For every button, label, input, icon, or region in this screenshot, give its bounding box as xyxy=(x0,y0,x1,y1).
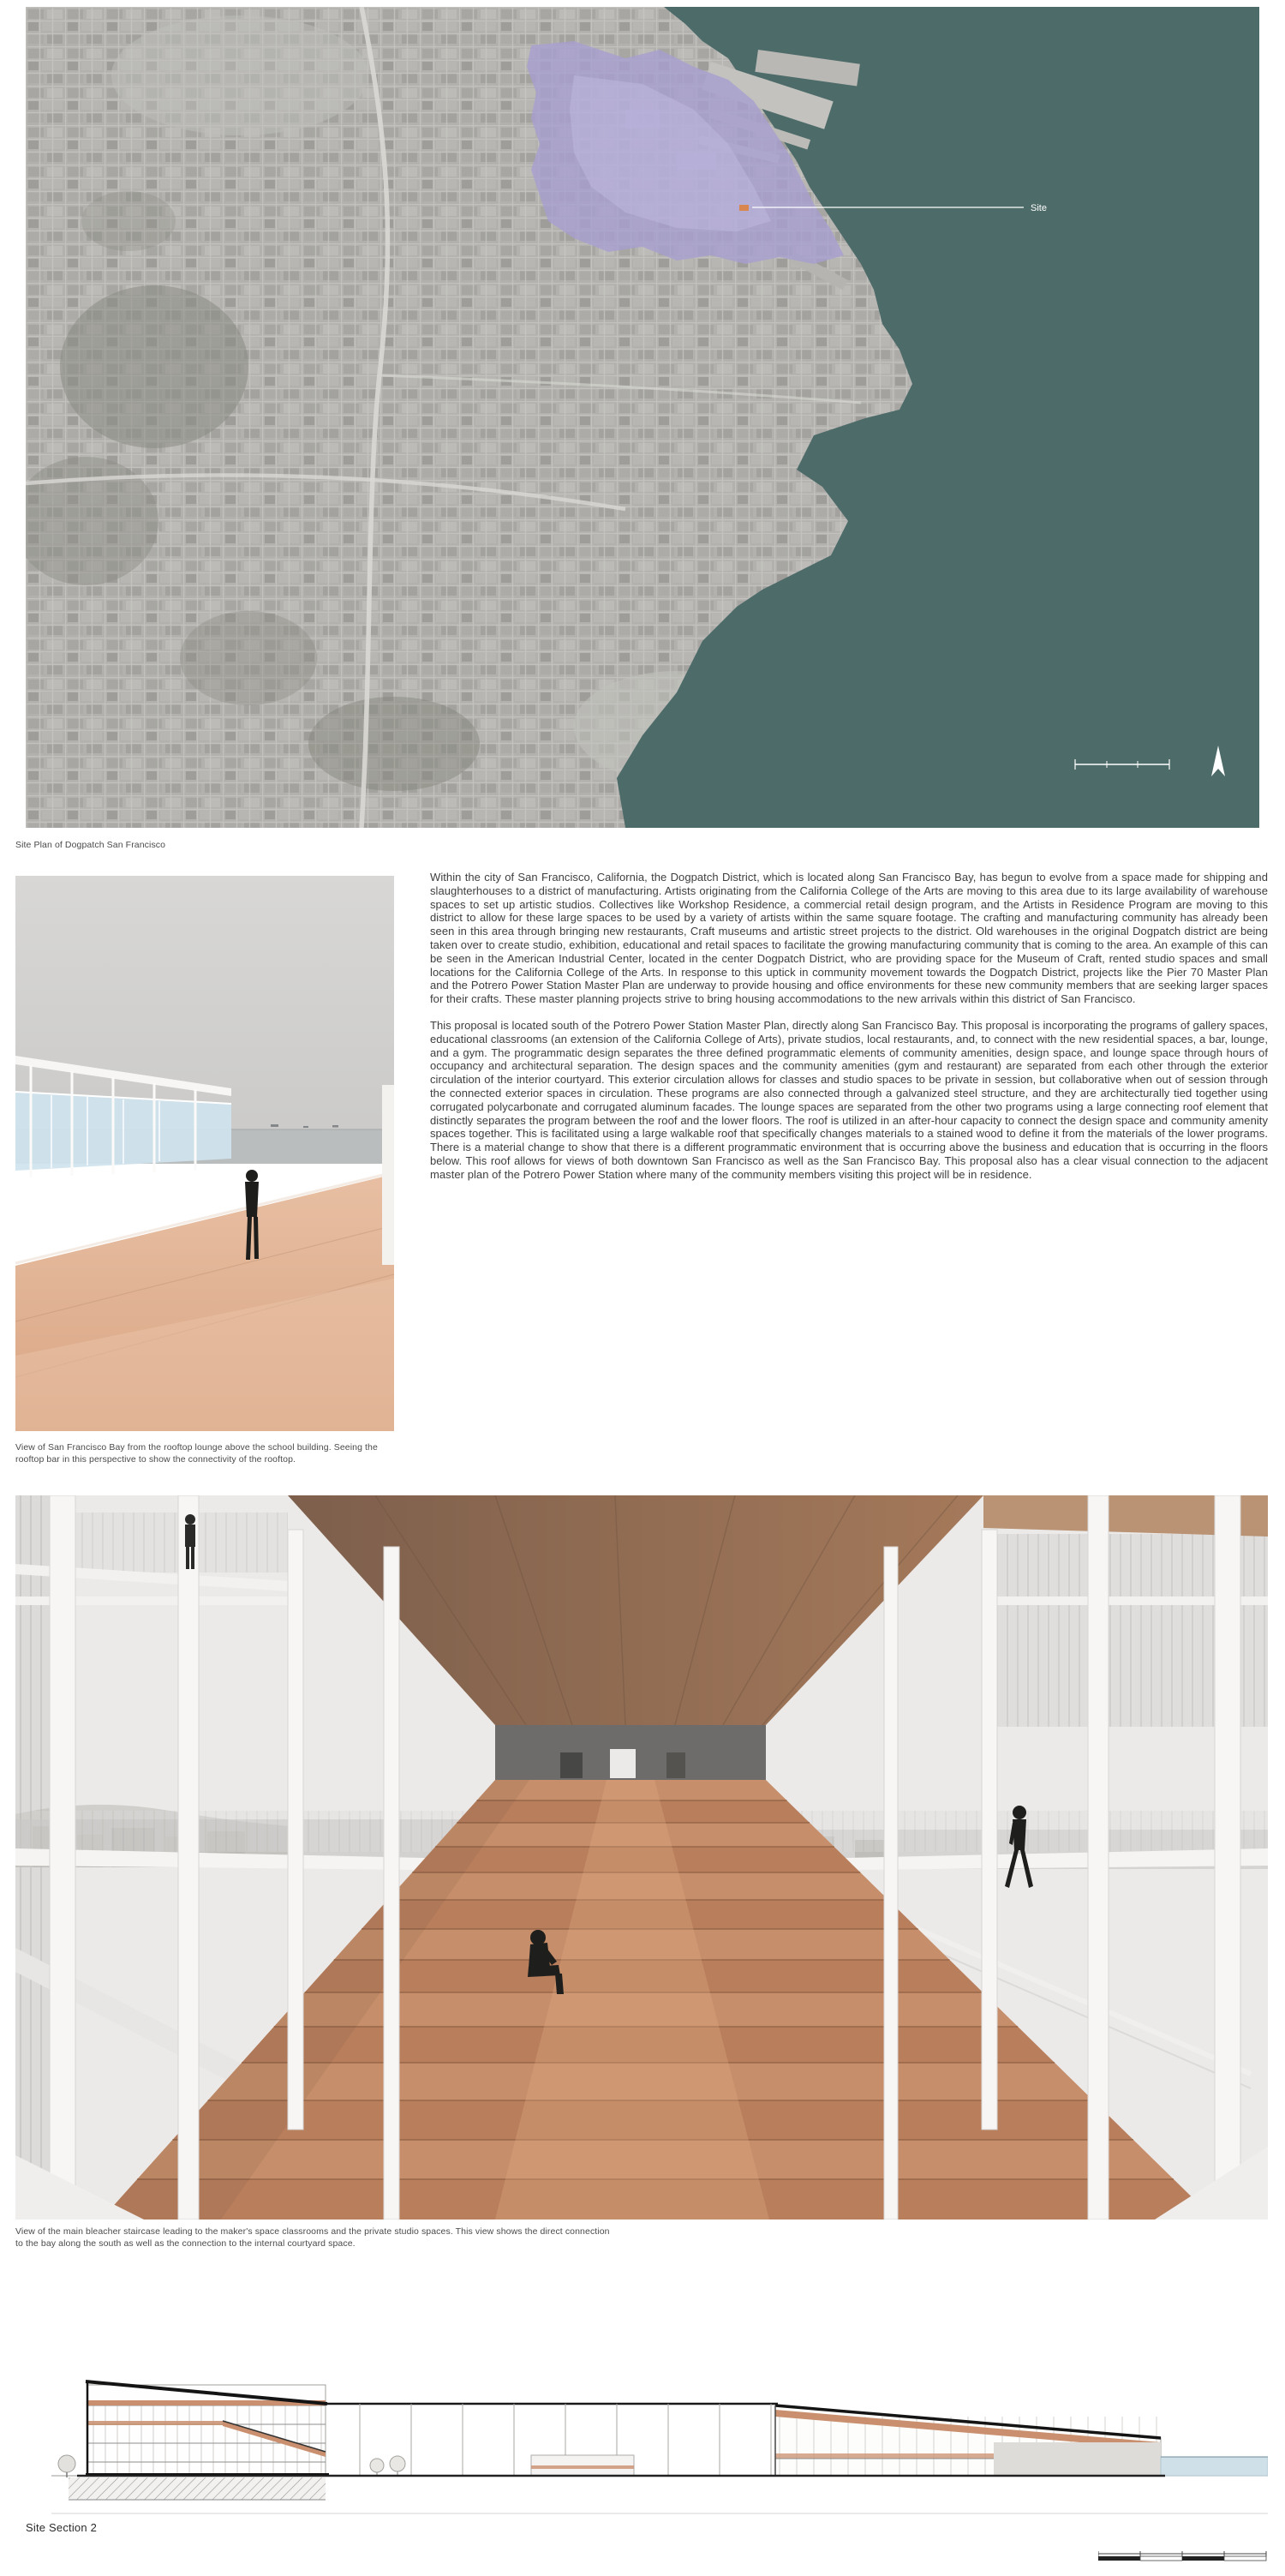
ground-hatch xyxy=(69,2477,326,2500)
rooftop-render-image xyxy=(15,876,394,1431)
bleacher-render-figure xyxy=(15,1495,1268,2220)
site-plan-caption: Site Plan of Dogpatch San Francisco xyxy=(15,840,166,850)
site-section-figure xyxy=(51,2369,1268,2528)
site-plan-map-image xyxy=(26,7,1259,828)
section-scale-bar xyxy=(1098,2551,1270,2565)
rooftop-bar-glass xyxy=(15,1092,231,1171)
section-left-building xyxy=(86,2381,329,2477)
site-section-drawing xyxy=(51,2369,1268,2528)
section-right-building xyxy=(775,2405,1161,2476)
rooftop-render-figure xyxy=(15,876,394,1431)
section-connector xyxy=(327,2404,778,2476)
section-water xyxy=(1161,2457,1268,2476)
site-label: Site xyxy=(1031,203,1047,213)
stair-top-wall xyxy=(495,1725,766,1780)
essay-paragraph-2: This proposal is located south of the Potrero Power Station Master Plan, directly along San Francisco Bay. This proposal is incorporating the programs of gallery spaces, educational classrooms (an extension of the California College of Arts), private studios, local restaurants, and, to connect with the new residential spaces, a bar, lounge, and a gym. The programmatic design separates the three defined programmatic elements of community amenities, design space, and lounge space through hours of occupancy and architectural separation. The design spaces and the community amenities (gym and restaurant) are separated from each other through the exterior circulation of the interior courtyard. This exterior circulation allows for classes and studio spaces to be private in session, but collaborative when out of session through the connected exterior spaces in circulation. These programs are also connected through a galvanized steel structure, and they are architecturally tied together using corrugated polycarbonate and corrugated aluminum facades. The lounge spaces are separated from the other two programs using a large connecting roof element that distinctly separates the program between the roof and the lower floors. The roof is utilized in an after-hour capacity to connect the design space and community amenity spaces together. This is facilitated using a large walkable roof that specifically changes materials to a stained wood to define it from the materials of the lower programs. There is a material change to show that there is a different programmatic environment that is occurring above the business and education that is occurring in the floors below. This roof allows for views of both downtown San Francisco as well as the San Francisco Bay. This proposal also has a clear visual connection to the adjacent master plan of the Potrero Power Station where many of the community members visiting this project will be in residence. xyxy=(430,1018,1268,1181)
section-label: Site Section 2 xyxy=(26,2521,98,2534)
section-tree-left xyxy=(58,2455,75,2477)
project-essay xyxy=(430,871,1268,1195)
rooftop-caption: View of San Francisco Bay from the rooftop lounge above the school building. Seeing the rooftop bar in this perspective to show the connectivity of the rooftop. xyxy=(15,1442,378,1465)
bleacher-render-image xyxy=(15,1495,1268,2220)
bleacher-caption: View of the main bleacher staircase leading to the maker's space classrooms and the private studio spaces. This view shows the direct connection to the bay along the south as well as the connection to the internal courtyard space. xyxy=(15,2226,610,2249)
site-plan-figure xyxy=(26,7,1259,828)
right-column xyxy=(382,1085,394,1265)
essay-paragraph-1: Within the city of San Francisco, California, the Dogpatch District, which is located along San Francisco Bay, has begun to evolve from a space made for shipping and slaughterhouses to a district of manufacturing. Artists originating from the California College of the Arts are moving to this area due to its large availability of warehouse spaces to set up artistic studios. Collectives like Workshop Residence, a commercial retail design program, and the Artists in Residence Program are moving to this district to allow for these large spaces to be used by a variety of artists within the same square footage. The crafting and manufacturing community has already been seen in this area through bringing new restaurants, Craft museums and artistic street projects to the district. Old warehouses in the original Dogpatch district are being taken over to create studio, exhibition, educational and retail spaces to facilitate the growing manufacturing community that is coming to the area. An example of this can be seen in the American Industrial Center, located in the center Dogpatch District, who are providing space for the Museum of Craft, rented studio spaces and small locations for the California College of the Arts. In response to this uptick in community movement towards the Dogpatch District, projects like the Pier 70 Master Plan and the Potrero Power Station Master Plan are underway to provide housing and office environments for these new community members that are seeking larger spaces for their crafts. These master planning projects strive to bring housing accommodations to the new arrivals within this district of San Francisco. xyxy=(430,871,1268,1006)
left-mid-railing xyxy=(15,1811,495,1852)
site-marker xyxy=(739,205,749,211)
